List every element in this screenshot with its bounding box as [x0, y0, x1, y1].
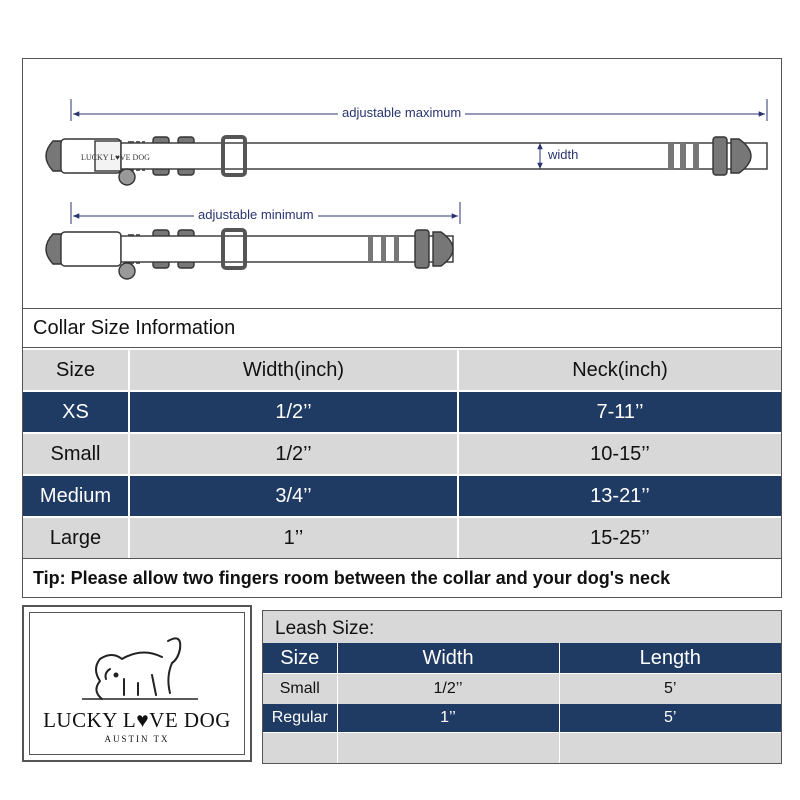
header-size: Size — [23, 349, 129, 391]
width-cell: 1/2’’ — [337, 674, 559, 705]
size-cell: Small — [23, 433, 129, 475]
width-cell — [337, 733, 559, 764]
adjustable-minimum-label: adjustable minimum — [194, 207, 318, 222]
table-header-row — [23, 349, 781, 391]
collar-diagram — [22, 58, 782, 308]
table-row — [263, 733, 781, 764]
size-cell: Medium — [23, 475, 129, 517]
leash-size-table — [263, 643, 781, 763]
table-row — [263, 704, 781, 733]
logo-location: AUSTIN TX — [104, 734, 170, 744]
collar-min — [46, 230, 453, 279]
collar-max — [46, 137, 767, 185]
header-neck: Neck(inch) — [458, 349, 781, 391]
width-cell: 1’’ — [129, 517, 458, 558]
collar-illustration — [23, 59, 783, 309]
size-cell: Small — [263, 674, 337, 705]
neck-cell: 7-11’’ — [458, 391, 781, 433]
logo-frame — [29, 612, 245, 755]
sizing-tip: Tip: Please allow two fingers room between the collar and your dog's neck — [23, 558, 781, 597]
leash-size-title: Leash Size: — [275, 618, 375, 639]
size-cell — [263, 733, 337, 764]
header-width: Width — [337, 643, 559, 674]
size-cell: Regular — [263, 704, 337, 733]
header-length: Length — [559, 643, 781, 674]
width-cell: 1/2’’ — [129, 391, 458, 433]
leash-size-section — [262, 610, 782, 764]
neck-cell: 13-21’’ — [458, 475, 781, 517]
adjustable-maximum-label: adjustable maximum — [338, 105, 465, 120]
length-cell: 5’ — [559, 704, 781, 733]
header-size: Size — [263, 643, 337, 674]
collar-size-section — [22, 308, 782, 598]
table-row — [23, 391, 781, 433]
neck-cell: 10-15’’ — [458, 433, 781, 475]
width-cell: 1/2’’ — [129, 433, 458, 475]
table-row — [23, 433, 781, 475]
table-row — [23, 475, 781, 517]
logo-brand-name: LUCKY L♥VE DOG — [43, 708, 231, 732]
collar-size-title: Collar Size Information — [23, 309, 781, 348]
width-cell: 1’’ — [337, 704, 559, 733]
collar-tag-text: LUCKY L♥VE DOG — [81, 153, 150, 162]
size-cell: XS — [23, 391, 129, 433]
table-row — [263, 674, 781, 705]
header-width: Width(inch) — [129, 349, 458, 391]
width-label: width — [544, 147, 582, 162]
dog-icon — [30, 613, 248, 713]
neck-cell: 15-25’’ — [458, 517, 781, 558]
length-cell — [559, 733, 781, 764]
brand-logo — [22, 605, 252, 762]
table-row — [23, 517, 781, 558]
table-header-row — [263, 643, 781, 674]
width-cell: 3/4’’ — [129, 475, 458, 517]
collar-size-table — [23, 348, 781, 558]
size-cell: Large — [23, 517, 129, 558]
length-cell: 5’ — [559, 674, 781, 705]
